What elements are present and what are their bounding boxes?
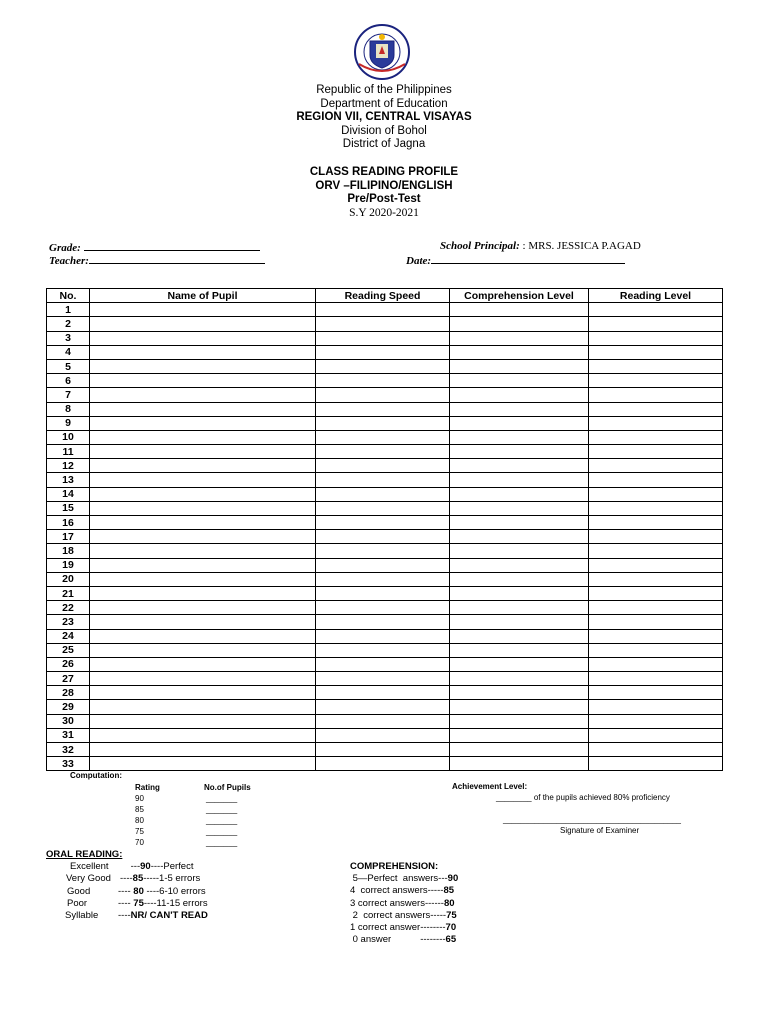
table-row xyxy=(47,672,723,686)
header-comprehension: Comprehension Level xyxy=(450,289,589,303)
reading-level-cell[interactable] xyxy=(589,629,723,643)
title-line: ORV –FILIPINO/ENGLISH xyxy=(315,179,453,192)
date-label: Date: xyxy=(406,255,432,267)
rating-value: 70 xyxy=(135,838,144,847)
table-row xyxy=(47,374,723,388)
row-number: 19 xyxy=(47,558,90,572)
comprehension-desc: 2 correct answers----- xyxy=(350,909,447,921)
comprehension-score: 70 xyxy=(445,922,457,934)
comprehension-cell[interactable] xyxy=(450,700,589,714)
reading-speed-cell[interactable] xyxy=(316,728,450,742)
pupil-name-cell[interactable] xyxy=(90,530,316,544)
computation-label: Computation: xyxy=(70,771,122,780)
reading-speed-cell[interactable] xyxy=(316,657,450,671)
rating-value: 75 xyxy=(135,827,144,836)
comprehension-item xyxy=(350,934,458,946)
table-row xyxy=(47,558,723,572)
comprehension-cell[interactable] xyxy=(450,331,589,345)
pupils-blank[interactable]: _______ xyxy=(206,827,238,836)
oral-score: 90 xyxy=(140,861,151,872)
comprehension-cell[interactable] xyxy=(450,530,589,544)
table-row xyxy=(47,572,723,586)
comprehension-cell[interactable] xyxy=(450,558,589,572)
reading-speed-cell[interactable] xyxy=(316,459,450,473)
table-row xyxy=(47,657,723,671)
teacher-label: Teacher: xyxy=(49,255,89,267)
pupil-name-cell[interactable] xyxy=(90,686,316,700)
row-number: 16 xyxy=(47,516,90,530)
pupils-blank[interactable]: _______ xyxy=(206,794,238,803)
reading-speed-cell[interactable] xyxy=(316,388,450,402)
row-number: 24 xyxy=(47,629,90,643)
principal-field xyxy=(440,240,641,252)
reading-level-cell[interactable] xyxy=(589,516,723,530)
table-row xyxy=(47,317,723,331)
pupil-name-cell[interactable] xyxy=(90,374,316,388)
reading-level-cell[interactable] xyxy=(589,615,723,629)
reading-level-cell[interactable] xyxy=(589,416,723,430)
comprehension-cell[interactable] xyxy=(450,487,589,501)
oral-item xyxy=(116,910,208,922)
oral-score: 75 xyxy=(133,897,144,909)
table-row xyxy=(47,714,723,728)
row-number: 2 xyxy=(47,317,90,331)
grade-label: Grade: xyxy=(49,242,81,254)
comprehension-score: 80 xyxy=(443,897,455,909)
row-number: 18 xyxy=(47,544,90,558)
date-field[interactable] xyxy=(406,253,625,267)
reading-level-cell[interactable] xyxy=(589,303,723,317)
oral-score: 80 xyxy=(133,885,144,897)
table-row xyxy=(47,728,723,742)
deped-seal-logo xyxy=(337,24,427,80)
reading-profile-table xyxy=(46,288,723,771)
pupil-name-cell[interactable] xyxy=(90,359,316,373)
comprehension-item xyxy=(350,885,458,897)
header-line: Department of Education xyxy=(320,97,448,110)
reading-speed-cell[interactable] xyxy=(316,714,450,728)
table-row xyxy=(47,601,723,615)
reading-level-cell[interactable] xyxy=(589,544,723,558)
rating-value: 85 xyxy=(135,805,144,814)
reading-level-cell[interactable] xyxy=(589,714,723,728)
oral-item-name: Syllable xyxy=(65,910,99,922)
row-number: 9 xyxy=(47,416,90,430)
reading-speed-cell[interactable] xyxy=(316,374,450,388)
grade-blank[interactable] xyxy=(84,240,260,251)
pupil-name-cell[interactable] xyxy=(90,700,316,714)
header-line: District of Jagna xyxy=(342,138,426,150)
header-line: Division of Bohol xyxy=(341,124,427,137)
comprehension-cell[interactable] xyxy=(450,473,589,487)
pupils-blank[interactable]: _______ xyxy=(206,816,238,825)
header-reading-level: Reading Level xyxy=(589,289,723,303)
reading-speed-cell[interactable] xyxy=(316,686,450,700)
pupil-name-cell[interactable] xyxy=(90,643,316,657)
pupil-name-cell[interactable] xyxy=(90,586,316,600)
comprehension-cell[interactable] xyxy=(450,374,589,388)
comprehension-cell[interactable] xyxy=(450,402,589,416)
comprehension-score: 65 xyxy=(445,934,457,946)
oral-item xyxy=(116,873,208,885)
rating-value: 80 xyxy=(135,816,144,825)
row-number: 17 xyxy=(47,530,90,544)
comprehension-item xyxy=(350,910,458,922)
reading-speed-cell[interactable] xyxy=(316,487,450,501)
oral-sep: ---- xyxy=(118,897,134,909)
comprehension-score: 85 xyxy=(443,885,455,897)
table-row xyxy=(47,430,723,444)
principal-name: : MRS. JESSICA P.AGAD xyxy=(522,240,641,252)
comprehension-item xyxy=(350,898,458,910)
row-number: 25 xyxy=(47,643,90,657)
row-number: 22 xyxy=(47,601,90,615)
date-blank[interactable] xyxy=(431,253,625,264)
reading-level-cell[interactable] xyxy=(589,757,723,771)
pupils-header: No.of Pupils xyxy=(204,783,251,792)
pupils-blank[interactable]: _______ xyxy=(206,805,238,814)
comprehension-cell[interactable] xyxy=(450,686,589,700)
reading-level-cell[interactable] xyxy=(589,445,723,459)
table-row xyxy=(47,757,723,771)
oral-sep: --- xyxy=(128,861,141,872)
pupil-name-cell[interactable] xyxy=(90,501,316,515)
table-row xyxy=(47,388,723,402)
reading-speed-cell[interactable] xyxy=(316,359,450,373)
comprehension-cell[interactable] xyxy=(450,615,589,629)
comprehension-cell[interactable] xyxy=(450,416,589,430)
pupil-name-cell[interactable] xyxy=(90,672,316,686)
oral-item-name: Excellent xyxy=(70,861,109,872)
pupil-name-cell[interactable] xyxy=(90,388,316,402)
comprehension-cell[interactable] xyxy=(450,757,589,771)
pupil-name-cell[interactable] xyxy=(90,402,316,416)
row-number: 27 xyxy=(47,672,90,686)
grade-field[interactable] xyxy=(49,240,260,254)
table-row xyxy=(47,331,723,345)
reading-level-cell[interactable] xyxy=(589,487,723,501)
pupil-name-cell[interactable] xyxy=(90,445,316,459)
comprehension-cell[interactable] xyxy=(450,586,589,600)
pupil-name-cell[interactable] xyxy=(90,416,316,430)
reading-level-cell[interactable] xyxy=(589,657,723,671)
reading-level-cell[interactable] xyxy=(589,501,723,515)
comprehension-cell[interactable] xyxy=(450,544,589,558)
row-number: 6 xyxy=(47,374,90,388)
reading-level-cell[interactable] xyxy=(589,374,723,388)
school-year: S.Y 2020-2021 xyxy=(349,206,419,219)
reading-level-cell[interactable] xyxy=(589,359,723,373)
pupil-name-cell[interactable] xyxy=(90,572,316,586)
oral-item xyxy=(116,886,208,898)
comprehension-cell[interactable] xyxy=(450,317,589,331)
comprehension-cell[interactable] xyxy=(450,601,589,615)
reading-speed-cell[interactable] xyxy=(316,331,450,345)
comprehension-cell[interactable] xyxy=(450,572,589,586)
table-row xyxy=(47,586,723,600)
table-row xyxy=(47,416,723,430)
reading-level-cell[interactable] xyxy=(589,473,723,487)
comprehension-cell[interactable] xyxy=(450,445,589,459)
reading-level-cell[interactable] xyxy=(589,643,723,657)
table-row xyxy=(47,445,723,459)
oral-score: NR/ CAN'T READ xyxy=(130,910,208,922)
reading-speed-cell[interactable] xyxy=(316,643,450,657)
comprehension-cell[interactable] xyxy=(450,303,589,317)
reading-speed-cell[interactable] xyxy=(316,516,450,530)
row-number: 23 xyxy=(47,615,90,629)
reading-speed-cell[interactable] xyxy=(316,757,450,771)
comprehension-desc: 4 correct answers----- xyxy=(350,885,444,897)
comprehension-cell[interactable] xyxy=(450,388,589,402)
reading-level-cell[interactable] xyxy=(589,728,723,742)
pupil-name-cell[interactable] xyxy=(90,544,316,558)
table-row xyxy=(47,303,723,317)
reading-level-cell[interactable] xyxy=(589,686,723,700)
reading-level-cell[interactable] xyxy=(589,388,723,402)
comprehension-cell[interactable] xyxy=(450,672,589,686)
pupil-name-cell[interactable] xyxy=(90,601,316,615)
pupil-name-cell[interactable] xyxy=(90,345,316,359)
achievement-text: of the pupils achieved 80% proficiency xyxy=(531,793,670,802)
rating-value: 90 xyxy=(135,794,144,803)
row-number: 10 xyxy=(47,430,90,444)
row-number: 14 xyxy=(47,487,90,501)
oral-desc: ----11-15 errors xyxy=(143,897,208,909)
reading-speed-cell[interactable] xyxy=(316,558,450,572)
row-number: 13 xyxy=(47,473,90,487)
agency-header xyxy=(0,84,768,152)
reading-speed-cell[interactable] xyxy=(316,416,450,430)
reading-speed-cell[interactable] xyxy=(316,544,450,558)
header-reading-speed: Reading Speed xyxy=(316,289,450,303)
row-number: 30 xyxy=(47,714,90,728)
comprehension-desc: 3 correct answers------ xyxy=(350,897,444,909)
row-number: 11 xyxy=(47,445,90,459)
reading-speed-cell[interactable] xyxy=(316,530,450,544)
header-region: REGION VII, CENTRAL VISAYAS xyxy=(296,111,472,123)
oral-sep: ---- xyxy=(120,873,133,885)
oral-desc: ----6-10 errors xyxy=(143,885,206,897)
comprehension-cell[interactable] xyxy=(450,629,589,643)
comprehension-cell[interactable] xyxy=(450,643,589,657)
header-line: Republic of the Philippines xyxy=(316,84,452,96)
table-row xyxy=(47,629,723,643)
oral-item xyxy=(116,861,208,873)
table-row xyxy=(47,530,723,544)
row-number: 8 xyxy=(47,402,90,416)
comprehension-cell[interactable] xyxy=(450,345,589,359)
oral-desc: -----1-5 errors xyxy=(143,873,201,885)
reading-speed-cell[interactable] xyxy=(316,345,450,359)
pupil-name-cell[interactable] xyxy=(90,657,316,671)
oral-item-name: Very Good xyxy=(66,873,111,885)
table-row xyxy=(47,615,723,629)
row-number: 32 xyxy=(47,743,90,757)
row-number: 20 xyxy=(47,572,90,586)
comprehension-title: COMPREHENSION: xyxy=(350,861,439,872)
reading-speed-cell[interactable] xyxy=(316,303,450,317)
table-row xyxy=(47,473,723,487)
row-number: 4 xyxy=(47,345,90,359)
row-number: 15 xyxy=(47,501,90,515)
table-row xyxy=(47,743,723,757)
row-number: 28 xyxy=(47,686,90,700)
table-row xyxy=(47,402,723,416)
document-title xyxy=(0,166,768,220)
comprehension-cell[interactable] xyxy=(450,459,589,473)
reading-speed-cell[interactable] xyxy=(316,700,450,714)
reading-level-cell[interactable] xyxy=(589,459,723,473)
pupil-name-cell[interactable] xyxy=(90,430,316,444)
pupil-name-cell[interactable] xyxy=(90,629,316,643)
reading-speed-cell[interactable] xyxy=(316,473,450,487)
comprehension-cell[interactable] xyxy=(450,516,589,530)
pupil-name-cell[interactable] xyxy=(90,516,316,530)
reading-speed-cell[interactable] xyxy=(316,743,450,757)
signature-label: Signature of Examiner xyxy=(560,826,640,835)
pupil-name-cell[interactable] xyxy=(90,728,316,742)
pupil-name-cell[interactable] xyxy=(90,331,316,345)
row-number: 26 xyxy=(47,657,90,671)
row-number: 33 xyxy=(47,757,90,771)
reading-level-cell[interactable] xyxy=(589,317,723,331)
oral-item xyxy=(116,898,208,910)
pupil-name-cell[interactable] xyxy=(90,303,316,317)
ratings-list xyxy=(135,793,144,848)
oral-desc: ----Perfect xyxy=(150,861,194,872)
pupils-blanks[interactable] xyxy=(206,793,237,848)
reading-speed-cell[interactable] xyxy=(316,402,450,416)
oral-sep: ---- xyxy=(118,885,134,897)
comprehension-cell[interactable] xyxy=(450,714,589,728)
oral-item-name: Good xyxy=(67,885,91,897)
reading-level-cell[interactable] xyxy=(589,430,723,444)
achievement-line xyxy=(496,792,670,803)
oral-reading-title: ORAL READING: xyxy=(46,849,123,860)
pupil-name-cell[interactable] xyxy=(90,615,316,629)
header-name: Name of Pupil xyxy=(90,289,316,303)
reading-level-cell[interactable] xyxy=(589,743,723,757)
title-line: CLASS READING PROFILE xyxy=(309,166,459,178)
table-row xyxy=(47,700,723,714)
table-row xyxy=(47,516,723,530)
table-row xyxy=(47,686,723,700)
comprehension-cell[interactable] xyxy=(450,430,589,444)
reading-level-cell[interactable] xyxy=(589,402,723,416)
reading-speed-cell[interactable] xyxy=(316,501,450,515)
reading-level-cell[interactable] xyxy=(589,530,723,544)
table-row xyxy=(47,459,723,473)
comprehension-item xyxy=(350,873,458,885)
table-row xyxy=(47,359,723,373)
pupils-blank[interactable]: _______ xyxy=(206,838,238,847)
title-line: Pre/Post-Test xyxy=(347,193,421,205)
reading-level-cell[interactable] xyxy=(589,700,723,714)
pupil-name-cell[interactable] xyxy=(90,459,316,473)
reading-speed-cell[interactable] xyxy=(316,430,450,444)
reading-level-cell[interactable] xyxy=(589,601,723,615)
achievement-blank[interactable]: ________ xyxy=(496,793,532,802)
row-number: 29 xyxy=(47,700,90,714)
comprehension-cell[interactable] xyxy=(450,728,589,742)
comprehension-desc: 1 correct answer-------- xyxy=(350,922,446,934)
reading-level-cell[interactable] xyxy=(589,558,723,572)
reading-speed-cell[interactable] xyxy=(316,629,450,643)
teacher-field[interactable] xyxy=(49,253,265,267)
header-no: No. xyxy=(47,289,90,303)
oral-item-name: Poor xyxy=(67,897,88,909)
reading-speed-cell[interactable] xyxy=(316,572,450,586)
pupil-name-cell[interactable] xyxy=(90,743,316,757)
oral-reading-names xyxy=(64,861,111,922)
row-number: 1 xyxy=(47,303,90,317)
reading-level-cell[interactable] xyxy=(589,586,723,600)
achievement-label: Achievement Level: xyxy=(452,782,528,791)
pupil-name-cell[interactable] xyxy=(90,714,316,728)
comprehension-score: 90 xyxy=(447,873,459,884)
comprehension-cell[interactable] xyxy=(450,743,589,757)
table-row xyxy=(47,544,723,558)
reading-speed-cell[interactable] xyxy=(316,672,450,686)
row-number: 5 xyxy=(47,359,90,373)
reading-level-cell[interactable] xyxy=(589,572,723,586)
teacher-blank[interactable] xyxy=(89,253,265,264)
comprehension-score: 75 xyxy=(446,909,457,921)
row-number: 31 xyxy=(47,728,90,742)
table-row xyxy=(47,345,723,359)
rating-header: Rating xyxy=(135,783,160,792)
pupil-name-cell[interactable] xyxy=(90,473,316,487)
pupil-name-cell[interactable] xyxy=(90,558,316,572)
comprehension-list xyxy=(350,873,458,947)
table-row xyxy=(47,487,723,501)
reading-speed-cell[interactable] xyxy=(316,615,450,629)
table-row xyxy=(47,501,723,515)
pupil-name-cell[interactable] xyxy=(90,487,316,501)
comprehension-item xyxy=(350,922,458,934)
table-header-row xyxy=(47,289,723,303)
principal-label: School Principal: xyxy=(440,240,520,252)
comprehension-desc: 0 answer -------- xyxy=(350,934,446,946)
signature-line[interactable]: ________________________________________ xyxy=(503,815,681,824)
pupil-name-cell[interactable] xyxy=(90,757,316,771)
table-row xyxy=(47,643,723,657)
oral-reading-scores xyxy=(116,861,208,922)
reading-level-cell[interactable] xyxy=(589,345,723,359)
reading-speed-cell[interactable] xyxy=(316,601,450,615)
row-number: 7 xyxy=(47,388,90,402)
comprehension-cell[interactable] xyxy=(450,359,589,373)
reading-level-cell[interactable] xyxy=(589,331,723,345)
pupil-name-cell[interactable] xyxy=(90,317,316,331)
row-number: 12 xyxy=(47,459,90,473)
comprehension-cell[interactable] xyxy=(450,501,589,515)
reading-level-cell[interactable] xyxy=(589,672,723,686)
oral-sep: ---- xyxy=(118,910,131,922)
reading-speed-cell[interactable] xyxy=(316,317,450,331)
comprehension-desc: 5—Perfect answers--- xyxy=(350,873,448,884)
comprehension-cell[interactable] xyxy=(450,657,589,671)
row-number: 21 xyxy=(47,586,90,600)
row-number: 3 xyxy=(47,331,90,345)
reading-speed-cell[interactable] xyxy=(316,586,450,600)
oral-score: 85 xyxy=(132,873,144,885)
reading-speed-cell[interactable] xyxy=(316,445,450,459)
